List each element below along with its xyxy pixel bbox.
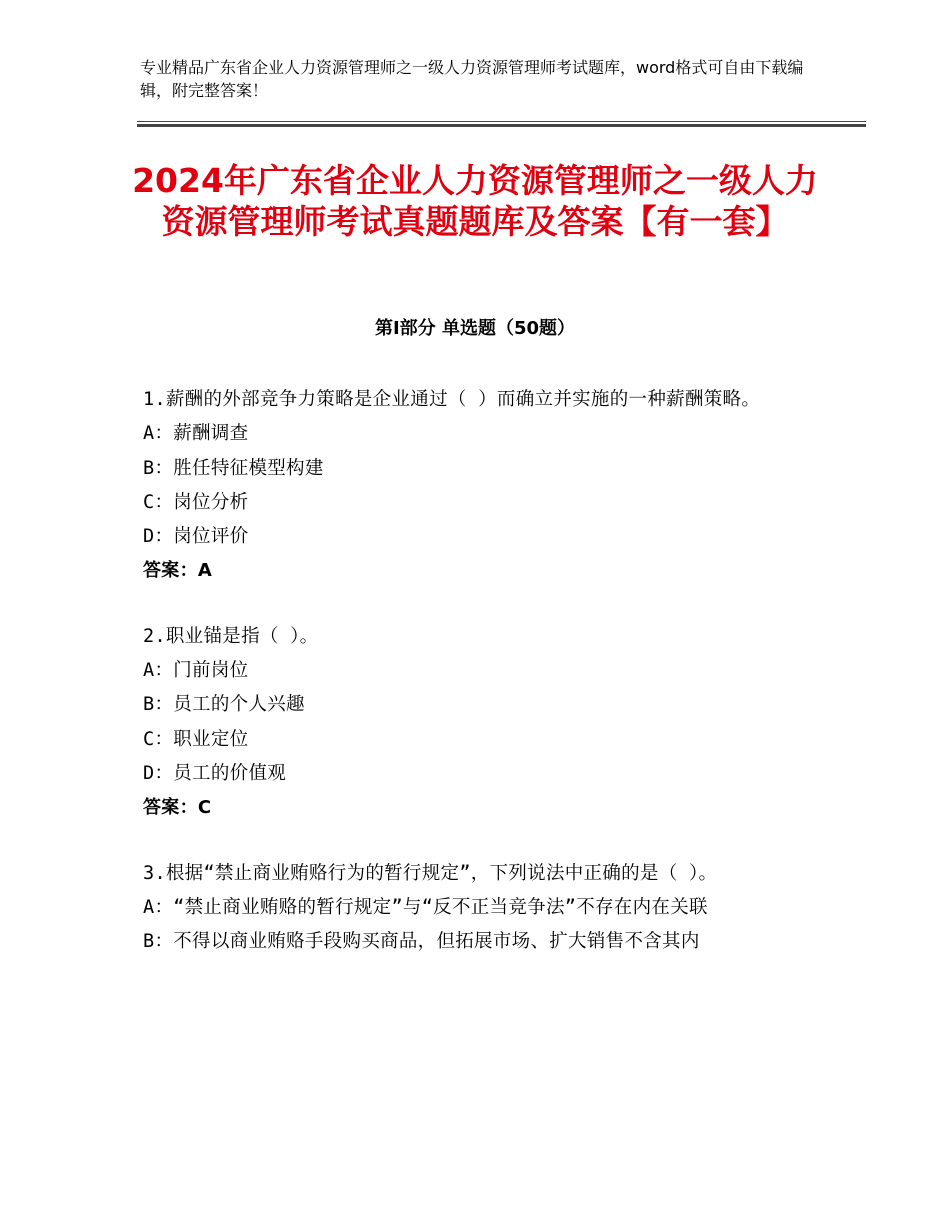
option-d: D：岗位评价 xyxy=(143,526,249,548)
question-stem: 1.薪酬的外部竞争力策略是企业通过（ ）而确立并实施的一种薪酬策略。 xyxy=(143,389,761,410)
question-1 xyxy=(143,383,808,589)
header-note: 专业精品广东省企业人力资源管理师之一级人力资源管理师考试题库，word格式可自由下载编辑，附完整答案！ xyxy=(140,58,804,100)
option-a: A：“禁止商业贿赂的暂行规定”与“反不正当竞争法”不存在内在关联 xyxy=(143,896,708,918)
option-c: C：岗位分析 xyxy=(143,491,249,513)
option-c: C：职业定位 xyxy=(143,728,249,750)
option-b: B：不得以商业贿赂手段购买商品，但拓展市场、扩大销售不含其内 xyxy=(143,931,700,953)
document-title: 2024年广东省企业人力资源管理师之一级人力资源管理师考试真题题库及答案【有一套】 xyxy=(132,161,818,241)
option-a: A：门前岗位 xyxy=(143,660,249,682)
option-d: D：员工的价值观 xyxy=(143,762,287,784)
question-2 xyxy=(143,620,808,826)
option-b: B：员工的个人兴趣 xyxy=(143,694,305,716)
section-heading: 第Ⅰ部分 单选题（50题） xyxy=(374,318,575,339)
header-divider xyxy=(137,121,866,127)
question-stem: 3.根据“禁止商业贿赂行为的暂行规定”，下列说法中正确的是（ ）。 xyxy=(143,862,718,884)
option-a: A：薪酬调查 xyxy=(143,423,249,445)
question-list xyxy=(143,383,808,990)
answer-line: 答案：C xyxy=(143,797,212,819)
option-b: B：胜任特征模型构建 xyxy=(143,457,324,479)
answer-line: 答案：A xyxy=(143,560,213,582)
question-stem: 2.职业锚是指（ ）。 xyxy=(143,625,319,647)
question-3 xyxy=(143,857,808,960)
